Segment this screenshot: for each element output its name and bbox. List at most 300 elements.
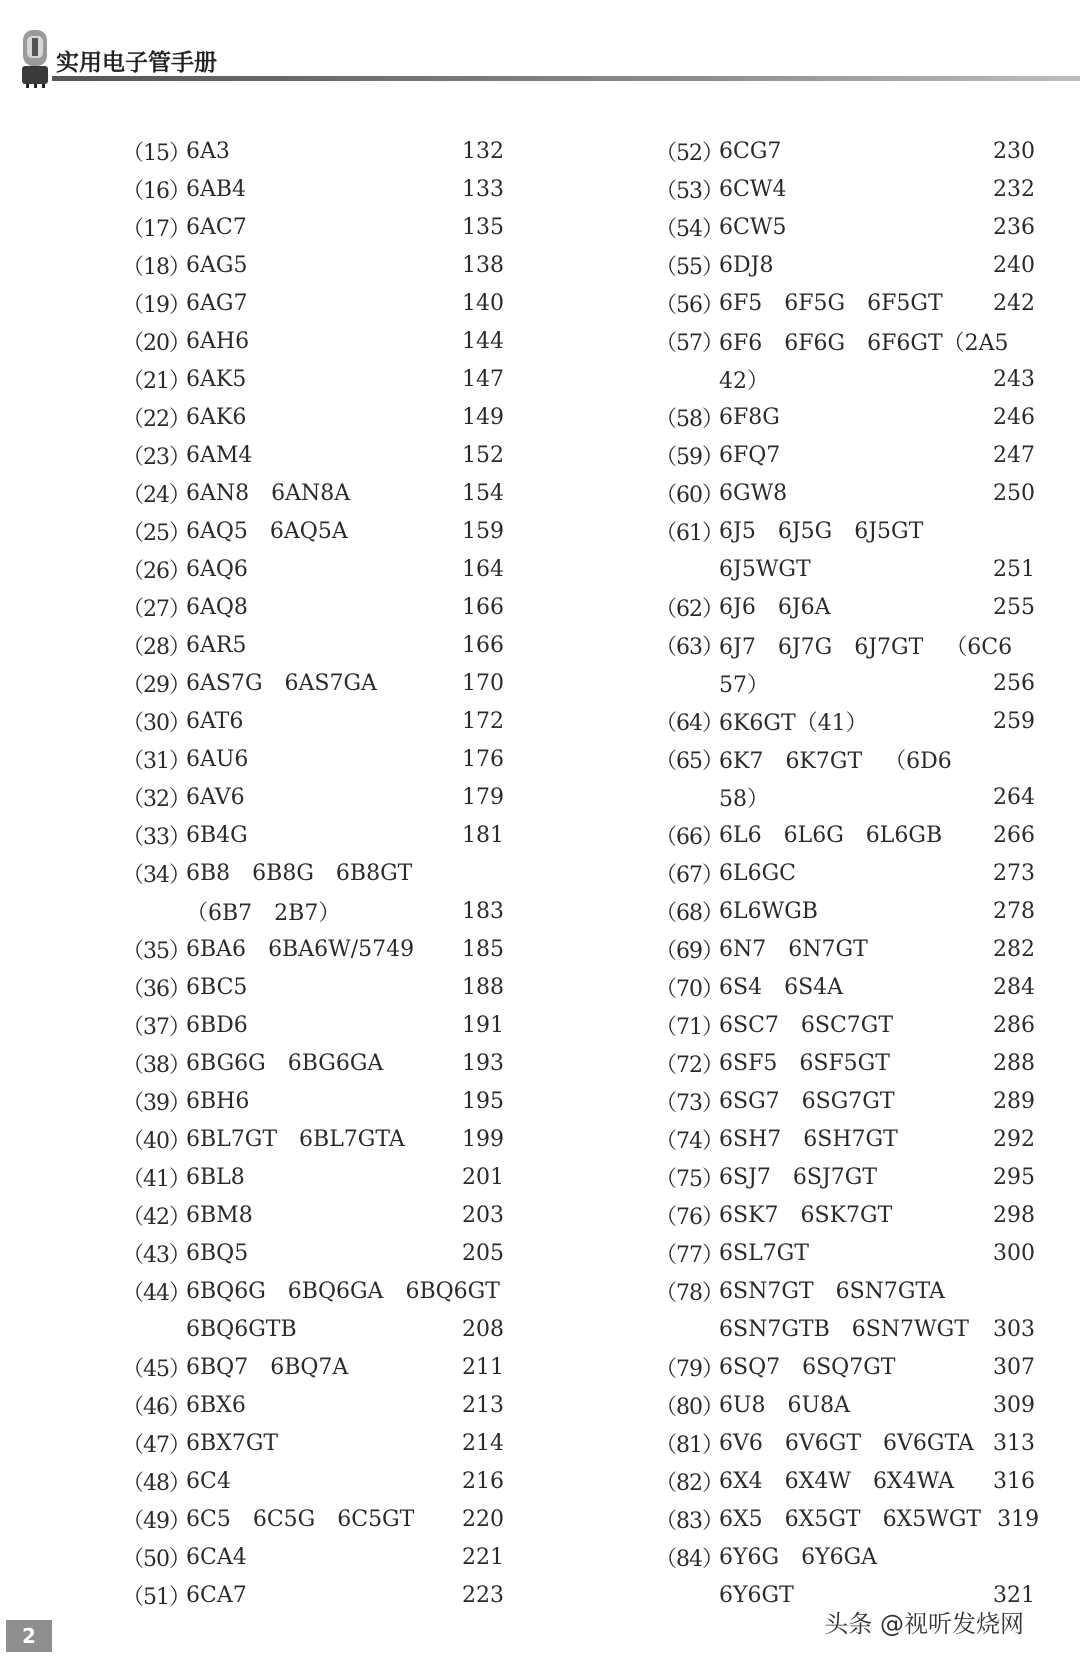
tube-model: 6A3 bbox=[186, 138, 230, 164]
tube-model: 6AM4 bbox=[186, 442, 253, 468]
toc-entry-page: 188 bbox=[462, 974, 504, 1000]
tube-model: 6FQ7 bbox=[719, 442, 781, 468]
tube-model: 6BQ7A bbox=[270, 1354, 349, 1380]
tube-model: 6AN8 bbox=[186, 480, 250, 506]
toc-entry-title bbox=[719, 177, 786, 202]
toc-entry-number: （68） bbox=[655, 900, 723, 926]
toc-entry-page: 201 bbox=[462, 1164, 504, 1190]
toc-entry-number: （61） bbox=[655, 520, 723, 546]
toc-entry-title bbox=[186, 861, 412, 886]
tube-model: 6SN7WGT bbox=[851, 1316, 969, 1342]
toc-entry bbox=[655, 1538, 1035, 1576]
toc-entry-title bbox=[719, 1013, 893, 1038]
tube-model: 6BX7GT bbox=[186, 1430, 279, 1456]
toc-entry-title bbox=[186, 557, 248, 582]
tube-model: 6BQ6GT bbox=[405, 1278, 500, 1304]
toc-entry-title bbox=[719, 1545, 877, 1570]
toc-entry bbox=[122, 398, 504, 436]
toc-entry-page: 300 bbox=[993, 1240, 1035, 1266]
toc-entry-number: （79） bbox=[655, 1356, 723, 1382]
tube-model: 6U8 bbox=[719, 1392, 766, 1418]
toc-entry-number: （25） bbox=[122, 520, 190, 546]
toc-entry bbox=[122, 1120, 504, 1158]
tube-model: 6Y6G bbox=[719, 1544, 780, 1570]
toc-entry-number: （83） bbox=[655, 1508, 723, 1534]
toc-entry-title bbox=[719, 595, 831, 620]
toc-entry-title bbox=[719, 1279, 945, 1304]
toc-entry-title bbox=[186, 671, 377, 696]
dot-leader bbox=[898, 1090, 990, 1112]
toc-entry-number: （70） bbox=[655, 976, 723, 1002]
toc-entry-number: （17） bbox=[122, 216, 190, 242]
toc-entry-number: （19） bbox=[122, 292, 190, 318]
tube-model: 6J5GT bbox=[854, 518, 924, 544]
toc-entry bbox=[655, 1006, 1035, 1044]
dot-leader bbox=[799, 862, 990, 884]
toc-entry-page: 316 bbox=[993, 1468, 1035, 1494]
toc-entry bbox=[122, 550, 504, 588]
dot-leader bbox=[380, 672, 459, 694]
toc-entry bbox=[122, 474, 504, 512]
toc-entry-title bbox=[719, 253, 773, 278]
tube-model: 6F5GT bbox=[867, 290, 943, 316]
tube-model: （6D6 bbox=[884, 748, 952, 774]
dot-leader bbox=[251, 1014, 459, 1036]
toc-entry bbox=[655, 930, 1035, 968]
tube-model: 6C5GT bbox=[337, 1506, 415, 1532]
tube-model: 6AV6 bbox=[186, 784, 245, 810]
toc-entry-title bbox=[186, 709, 243, 734]
toc-entry-number: （63） bbox=[655, 634, 723, 660]
toc-entry-number: （48） bbox=[122, 1470, 190, 1496]
toc-entry bbox=[122, 360, 504, 398]
tube-model: 6SQ7GT bbox=[802, 1354, 896, 1380]
dot-leader bbox=[417, 938, 459, 960]
toc-entry bbox=[122, 1272, 504, 1310]
header-rule bbox=[52, 76, 1080, 81]
tube-model: 6DJ8 bbox=[719, 252, 774, 278]
toc-entry-page: 282 bbox=[993, 936, 1035, 962]
toc-entry-number: （55） bbox=[655, 254, 723, 280]
toc-entry-title bbox=[186, 1279, 500, 1304]
toc-entry bbox=[655, 892, 1035, 930]
toc-entry-number: （52） bbox=[655, 140, 723, 166]
tube-model: 6AG5 bbox=[186, 252, 248, 278]
tube-model: 6X4W bbox=[784, 1468, 851, 1494]
toc-entry bbox=[122, 512, 504, 550]
toc-entry-title bbox=[186, 177, 246, 202]
dot-leader bbox=[246, 710, 459, 732]
toc-entry-number: （15） bbox=[122, 140, 190, 166]
toc-entry-number: （62） bbox=[655, 596, 723, 622]
toc-entry bbox=[655, 1310, 1035, 1348]
tube-model: 6L6WGB bbox=[719, 898, 818, 924]
toc-entry bbox=[655, 588, 1035, 626]
toc-entry-number: （84） bbox=[655, 1546, 723, 1572]
toc-entry-number: （64） bbox=[655, 710, 723, 736]
tube-model: 6BX6 bbox=[186, 1392, 246, 1418]
tube-model: 6SH7GT bbox=[803, 1126, 898, 1152]
tube-model: 6BC5 bbox=[186, 974, 248, 1000]
tube-model: 6BL8 bbox=[186, 1164, 245, 1190]
toc-entry-page: 319 bbox=[997, 1506, 1040, 1532]
dot-leader bbox=[386, 1052, 459, 1074]
toc-entry-number: （58） bbox=[655, 406, 723, 432]
toc-entry-page: 232 bbox=[993, 176, 1035, 202]
toc-entry bbox=[655, 664, 1035, 702]
toc-entry-title bbox=[186, 1013, 248, 1038]
toc-entry-number: （39） bbox=[122, 1090, 190, 1116]
tube-model: 6F8G bbox=[719, 404, 780, 430]
toc-entry-title bbox=[719, 443, 780, 468]
toc-entry-number: （51） bbox=[122, 1584, 190, 1610]
tube-model: 6L6 bbox=[719, 822, 762, 848]
toc-entry-title bbox=[719, 823, 942, 848]
toc-entry-number: （36） bbox=[122, 976, 190, 1002]
toc-entry-title bbox=[186, 481, 350, 506]
toc-entry-title bbox=[186, 595, 248, 620]
toc-entry-title bbox=[719, 630, 1012, 661]
dot-leader bbox=[784, 140, 990, 162]
toc-entry-title bbox=[719, 1165, 877, 1190]
tube-model: 6J6 bbox=[719, 594, 756, 620]
toc-entry-page: 185 bbox=[462, 936, 504, 962]
dot-leader bbox=[898, 1356, 990, 1378]
dot-leader bbox=[814, 558, 990, 580]
toc-entry-title bbox=[186, 633, 246, 658]
tube-model: 6B8 bbox=[186, 860, 231, 886]
toc-entry-page: 140 bbox=[462, 290, 504, 316]
toc-entry-page: 213 bbox=[462, 1392, 504, 1418]
dot-leader bbox=[772, 368, 990, 390]
toc-entry-title bbox=[719, 1507, 981, 1532]
tube-model: 6SL7GT bbox=[719, 1240, 809, 1266]
tube-model: 6SC7GT bbox=[800, 1012, 894, 1038]
toc-entry-page: 307 bbox=[993, 1354, 1035, 1380]
dot-leader bbox=[250, 254, 459, 276]
dot-leader bbox=[772, 672, 990, 694]
dot-leader bbox=[880, 1166, 990, 1188]
dot-leader bbox=[789, 216, 990, 238]
toc-entry-page: 264 bbox=[993, 784, 1035, 810]
dot-leader bbox=[250, 1584, 459, 1606]
toc-entry-page: 220 bbox=[462, 1506, 504, 1532]
tube-model: 6BG6G bbox=[186, 1050, 266, 1076]
toc-entry-page: 256 bbox=[993, 670, 1035, 696]
toc-entry-page: 273 bbox=[993, 860, 1035, 886]
toc-entry-number: （41） bbox=[122, 1166, 190, 1192]
toc-entry-number: （49） bbox=[122, 1508, 190, 1534]
toc-entry-title bbox=[186, 329, 249, 354]
tube-model: 6BA6W/5749 bbox=[268, 936, 415, 962]
toc-entry-number: （54） bbox=[655, 216, 723, 242]
toc-entry-page: 149 bbox=[462, 404, 504, 430]
toc-entry-title bbox=[186, 1051, 383, 1076]
toc-entry-number: （46） bbox=[122, 1394, 190, 1420]
toc-entry bbox=[122, 1538, 504, 1576]
dot-leader bbox=[776, 254, 990, 276]
toc-entry bbox=[655, 702, 1035, 740]
tube-model: 6SN7GTB bbox=[719, 1316, 830, 1342]
dot-leader bbox=[783, 444, 990, 466]
toc-entry bbox=[122, 1006, 504, 1044]
toc-entry bbox=[122, 246, 504, 284]
toc-entry-number: （34） bbox=[122, 862, 190, 888]
toc-entry-page: 230 bbox=[993, 138, 1035, 164]
toc-entry-page: 138 bbox=[462, 252, 504, 278]
toc-entry-title bbox=[719, 1393, 850, 1418]
dot-leader bbox=[252, 1090, 459, 1112]
tube-model: 6Y6GA bbox=[801, 1544, 878, 1570]
toc-entry bbox=[655, 854, 1035, 892]
tube-model: （6B7 bbox=[186, 900, 253, 926]
dot-leader bbox=[248, 1166, 459, 1188]
toc-entry-page: 303 bbox=[993, 1316, 1035, 1342]
dot-leader bbox=[417, 1508, 459, 1530]
dot-leader bbox=[353, 482, 459, 504]
tube-model: 6F6G bbox=[784, 330, 846, 356]
toc-entry-number: （81） bbox=[655, 1432, 723, 1458]
toc-entry-number: （78） bbox=[655, 1280, 723, 1306]
toc-entry-page: 259 bbox=[993, 708, 1035, 734]
dot-leader bbox=[901, 1128, 990, 1150]
dot-leader bbox=[251, 748, 459, 770]
toc-entry-number: （31） bbox=[122, 748, 190, 774]
dot-leader bbox=[251, 596, 459, 618]
toc-entry-number: （28） bbox=[122, 634, 190, 660]
tube-model: 6X5GT bbox=[784, 1506, 861, 1532]
dot-leader bbox=[250, 976, 459, 998]
tube-model: 6SF5 bbox=[719, 1050, 778, 1076]
toc-entry-page: 183 bbox=[462, 898, 504, 924]
toc-entry bbox=[122, 436, 504, 474]
dot-leader bbox=[248, 786, 459, 808]
toc-entry-number: （59） bbox=[655, 444, 723, 470]
page-header bbox=[0, 0, 1080, 90]
toc-entry bbox=[655, 626, 1035, 664]
dot-leader bbox=[250, 1546, 459, 1568]
toc-entry-number: （67） bbox=[655, 862, 723, 888]
toc-entry bbox=[655, 436, 1035, 474]
toc-entry-title bbox=[186, 1127, 405, 1152]
toc-entry-number: （80） bbox=[655, 1394, 723, 1420]
toc-entry-page: 191 bbox=[462, 1012, 504, 1038]
toc-entry-title bbox=[719, 1469, 954, 1494]
toc-entry-page: 240 bbox=[993, 252, 1035, 278]
toc-entry-title bbox=[186, 1431, 278, 1456]
vacuum-tube-icon bbox=[18, 28, 52, 88]
tube-model: 6CA7 bbox=[186, 1582, 247, 1608]
tube-model: 6J5 bbox=[719, 518, 756, 544]
toc-entry-title bbox=[186, 1545, 247, 1570]
toc-entry bbox=[122, 1158, 504, 1196]
tube-model: 6AC7 bbox=[186, 214, 247, 240]
toc-entry bbox=[655, 474, 1035, 512]
toc-entry-number: （33） bbox=[122, 824, 190, 850]
toc-entry-title bbox=[186, 1469, 231, 1494]
toc-entry bbox=[655, 512, 1035, 550]
toc-entry bbox=[122, 930, 504, 968]
toc-entry bbox=[655, 968, 1035, 1006]
toc-entry-page: 289 bbox=[993, 1088, 1035, 1114]
toc-entry-title bbox=[719, 1051, 890, 1076]
tube-model: 6B8GT bbox=[335, 860, 413, 886]
toc-entry-title bbox=[719, 1355, 895, 1380]
toc-entry-number: （23） bbox=[122, 444, 190, 470]
toc-entry-number: （22） bbox=[122, 406, 190, 432]
dot-leader bbox=[834, 596, 990, 618]
toc-entry-title bbox=[186, 1393, 246, 1418]
toc-entry-title bbox=[719, 326, 1009, 357]
toc-entry-title bbox=[186, 405, 246, 430]
tube-model: 6S4 bbox=[719, 974, 763, 1000]
toc-entry-number: （30） bbox=[122, 710, 190, 736]
toc-entry bbox=[655, 284, 1035, 322]
tube-model: 6CW5 bbox=[719, 214, 787, 240]
toc-entry-page: 164 bbox=[462, 556, 504, 582]
tube-model: 6BD6 bbox=[186, 1012, 248, 1038]
tube-model: 6AN8A bbox=[271, 480, 351, 506]
toc-entry bbox=[655, 1082, 1035, 1120]
dot-leader bbox=[250, 216, 459, 238]
tube-model: 6GW8 bbox=[719, 480, 788, 506]
toc-entry-number: （69） bbox=[655, 938, 723, 964]
tube-model: 6V6GT bbox=[784, 1430, 862, 1456]
dot-leader bbox=[853, 1394, 990, 1416]
toc-entry-number: （29） bbox=[122, 672, 190, 698]
toc-entry-title bbox=[719, 405, 780, 430]
toc-entry-number: （71） bbox=[655, 1014, 723, 1040]
toc-entry-title bbox=[719, 481, 787, 506]
toc-entry-page: 144 bbox=[462, 328, 504, 354]
dot-leader bbox=[408, 1128, 459, 1150]
toc-entry bbox=[122, 1044, 504, 1082]
tube-model: 6BQ6G bbox=[186, 1278, 266, 1304]
tube-model: 6SH7 bbox=[719, 1126, 782, 1152]
tube-model: 6SN7GTA bbox=[835, 1278, 945, 1304]
toc-entry bbox=[655, 1424, 1035, 1462]
toc-entry-title bbox=[719, 557, 811, 582]
toc-entry-page: 278 bbox=[993, 898, 1035, 924]
toc-entry-title bbox=[719, 1317, 969, 1342]
toc-entry-title bbox=[186, 367, 246, 392]
tube-model: 6L6GC bbox=[719, 860, 797, 886]
toc-entry-title bbox=[186, 747, 248, 772]
toc-entry-title bbox=[186, 1355, 348, 1380]
tube-model: 6F5G bbox=[784, 290, 846, 316]
book-title: 实用电子管手册 bbox=[56, 50, 217, 76]
tube-model: 6F6 bbox=[719, 330, 763, 356]
dot-leader bbox=[871, 938, 990, 960]
toc-entry bbox=[122, 892, 504, 930]
tube-model: 6BM8 bbox=[186, 1202, 253, 1228]
toc-entry-title bbox=[186, 1089, 249, 1114]
tube-model: 6BL7GT bbox=[186, 1126, 278, 1152]
toc-entry bbox=[655, 1120, 1035, 1158]
tube-model: 6Y6GT bbox=[719, 1582, 794, 1608]
toc-entry-title bbox=[186, 975, 247, 1000]
tube-model: 6BH6 bbox=[186, 1088, 250, 1114]
tube-model: 6U8A bbox=[787, 1392, 850, 1418]
toc-entry bbox=[655, 208, 1035, 246]
toc-entry-title bbox=[186, 1583, 247, 1608]
tube-model: 6J5G bbox=[777, 518, 833, 544]
toc-entry bbox=[122, 1234, 504, 1272]
toc-entry-number: （47） bbox=[122, 1432, 190, 1458]
toc-entry-page: 313 bbox=[993, 1430, 1035, 1456]
tube-model: 6AR5 bbox=[186, 632, 247, 658]
tube-model: 6L6GB bbox=[865, 822, 943, 848]
toc-entry-number: （56） bbox=[655, 292, 723, 318]
toc-entry-page: 147 bbox=[462, 366, 504, 392]
toc-entry-number: （40） bbox=[122, 1128, 190, 1154]
tube-model: 42） bbox=[719, 368, 769, 394]
toc-entry-title bbox=[186, 1507, 414, 1532]
toc-entry-page: 251 bbox=[993, 556, 1035, 582]
dot-leader bbox=[772, 786, 990, 808]
toc-entry-number: （32） bbox=[122, 786, 190, 812]
tube-model: 6BQ6GA bbox=[287, 1278, 384, 1304]
dot-leader bbox=[846, 976, 990, 998]
toc-entry-title bbox=[719, 291, 943, 316]
toc-entry-page: 195 bbox=[462, 1088, 504, 1114]
toc-entry-title bbox=[719, 139, 781, 164]
tube-model: 6AQ5A bbox=[269, 518, 348, 544]
toc-entry-number: （24） bbox=[122, 482, 190, 508]
toc-entry-number: （65） bbox=[655, 748, 723, 774]
toc-entry-page: 321 bbox=[993, 1582, 1035, 1608]
dot-leader bbox=[255, 444, 459, 466]
dot-leader bbox=[249, 178, 459, 200]
tube-model: 6N7 bbox=[719, 936, 767, 962]
dot-leader bbox=[984, 1508, 994, 1530]
tube-model: 6AQ8 bbox=[186, 594, 248, 620]
tube-model: 58） bbox=[719, 786, 769, 812]
toc-entry bbox=[655, 1044, 1035, 1082]
tube-model: 6SG7GT bbox=[801, 1088, 895, 1114]
toc-entry-page: 250 bbox=[993, 480, 1035, 506]
dot-leader bbox=[249, 634, 459, 656]
toc-entry-title bbox=[186, 937, 414, 962]
dot-leader bbox=[256, 1204, 459, 1226]
tube-model: 6AK5 bbox=[186, 366, 247, 392]
toc-entry-number: （35） bbox=[122, 938, 190, 964]
toc-entry bbox=[122, 1462, 504, 1500]
tube-model: 6N7GT bbox=[788, 936, 868, 962]
toc-left-column bbox=[122, 132, 504, 1614]
toc-right-column bbox=[655, 132, 1040, 1614]
dot-leader bbox=[343, 900, 459, 922]
toc-entry-number: （37） bbox=[122, 1014, 190, 1040]
tube-model: 6V6GTA bbox=[883, 1430, 974, 1456]
toc-entry-page: 284 bbox=[993, 974, 1035, 1000]
toc-entry bbox=[655, 1462, 1035, 1500]
dot-leader bbox=[896, 1014, 990, 1036]
toc-entry-page: 172 bbox=[462, 708, 504, 734]
toc-entry bbox=[122, 1576, 504, 1614]
tube-model: 6F6GT（2A5 bbox=[867, 330, 1009, 356]
dot-leader bbox=[251, 1242, 459, 1264]
tube-model: 6AG7 bbox=[186, 290, 248, 316]
dot-leader bbox=[812, 1242, 990, 1264]
toc-entry-title bbox=[719, 899, 818, 924]
toc-entry-title bbox=[719, 861, 796, 886]
tube-model: 6V6 bbox=[719, 1430, 763, 1456]
toc-entry-title bbox=[719, 1583, 794, 1608]
toc-entry bbox=[122, 170, 504, 208]
toc-entry-page: 166 bbox=[462, 594, 504, 620]
toc-entry-number: （38） bbox=[122, 1052, 190, 1078]
